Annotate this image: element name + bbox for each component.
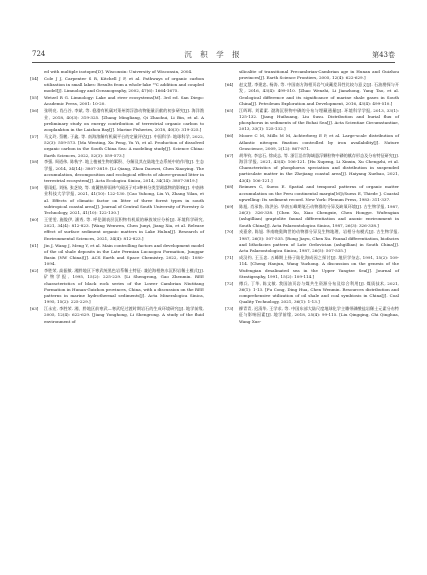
reference-text: 李强, 周道伟, 陈秋宇. 地上植被生物的累积、分解及其在陆地生态系统中的作用[J]. 生态学报, 2014, 34(14): 3807-3819. [Li Qiang, Zhou Daowei, Chen Xiaoying. The accumulation, decomposition and ecological effects of above-ground litter in terrestrial ecosystem[J]. Acta Ecologica Sinica, 2014, 34(14): 3807-3819.] [44,159,204,184]
reference-entry [30,185,204,216]
reference-text: 江晖晖, 刘素素. 渤海沉积物中磷的分布与埋藏通量[J]. 环境科学学报, 2013, 33(1): 125-132. [Jiang Huihuang, Liu Susu. Distribution and burial flux of phosphorus in sediments of the Bohai Sea[J]. Acta Scientiae Circumstantiae, 2013, 33(1): 125-132.] [239,107,399,132]
reference-entry [225,133,399,152]
reference-text: Jin J, Wang J, Meng Y, et al. Main controlling factors and development model of the oil shale deposits in the Late Permian Lucaogou Formation, Junggar Basin (NW China)[J]. ACS Earth and Space Chemistry, 2022, 6(4): 1080-1094. [44,242,204,267]
reference-text: Cole J J, Carpenter S R, Kitchell J F, et al. Pathways of organic carbon utilization in small lakes: Results from a whole-lake ¹³C addition and coupled model[J]. Limnology and Oceanography, 2002, 47(6): 1664-1675. [44,75,204,94]
reference-number: [67] [225,152,234,158]
reference-text: ed with multiple isotopes[D]. Wisconsin: University of Wisconsin, 2004. [44,69,193,74]
reference-text: 柳青青, 迟清华, 王学求, 等. 中国东部大陆尺度地球化学主雕带磷酸盐岩稀土元素分布特征与影响因素[J]. 地学前缘, 2018, 25(4): 99-115. [Liu Qingqing, Chi Qinghua, Wang Xue- [239,306,399,324]
reference-number: [73] [225,306,234,312]
reference-entry [30,217,204,242]
reference-entry [30,76,204,95]
reference-text: 傅兵, 丁华, 陈文敏. 我国油页岩与煤共生资源分布及综合利用[J]. 煤质技术, 2021, 36(1): 1-13. [Fu Cong, Ding Hua, Chen Wenmin. Resources distribution and comprehensive utilization of oil shale and coal symbiosis in China[J]. Coal Quality Technology, 2021, 36(1): 1-13.] [239,280,399,305]
reference-number: [65] [225,107,234,113]
reference-text: 胡华钧, 李忠石, 徐成志, 等. 浙江沿岸海域悬浮颗粒物中磷的赋存形态及分布特征研究[J]. 海洋学报, 2021, 43(4): 106-121. [Hu Xupeng, Li Xinxin, Xu Chengzhi, et al. Characteristics of phosphorus speciation and distribution in suspended particulate matter in the Zhejiang coastal area[J]. Haiyang Xuebao, 2021, 43(4): 106-121.] [239,152,399,183]
reference-entry [30,108,204,133]
reference-entry [30,306,204,325]
reference-entry [30,243,204,268]
reference-entry [225,108,399,133]
reference-entry [225,204,399,229]
reference-entry [30,69,204,75]
reference-text: 戎嘉余, 陈旭. 华南晚奥陶世的动物群分异及生物地理、岩相分布模式[J]. 古生物学报, 1987, 26(5): 507-535. [Rong Jiayu, Chen Xu. Faunal differentiation, biofacies and lithofacies pattern of Late Ordovician (ashgillian) in South China[J]. Acta Palaeontologica Sinica, 1987, 26(5): 507-535.] [239,229,399,254]
references-right-column [225,69,399,326]
reference-entry [30,134,204,159]
reference-text: Wetzel R G. Limnology: Lake and river ecosystems[M]. 3rd ed. San Diego: Academic Press, 2001: 10-20. [44,95,204,107]
reference-number: [70] [225,229,234,235]
reference-entry [225,82,399,107]
reference-text: Moore C M, Mills M M, Achterberg E P, et al. Large-scale distribution of Atlantic nitrogen fixation controlled by iron availability[J]. Nature Geoscience, 2009, 2(12): 867-871. [239,133,399,151]
reference-text: 赵文慧, 李建忠, 杨涛, 等. 中国南方海相页岩气成藏差异性比较与意义[J]. 石油勘探与开发, 2016, 43(4): 499-510. [Zhao Wenzhi, Li Jianzhong, Yang Tao, et al. Geological difference and its significance of marine shale gases in South China[J]. Petroleum Exploration and Development, 2016, 43(4): 499-510.] [239,82,399,106]
reference-text: 江永宏, 李胜荣. 湘、黔地区前寒武—寒武纪过渡时期岩石的生成环境研究[J]. 地学前缘, 2005, 12(4): 622-629. [Jiang Yonghong, Li Shengrong. A study of the fluid environment of [44,306,204,324]
reference-number: [57] [30,133,39,139]
reference-entry [225,69,399,82]
reference-number: [58] [30,159,39,165]
reference-text: 王雯雯, 施俊伊, 潘秀, 等. 呼伦湖表层沉积物有机质的释放效应分析[J]. 环境科学研究, 2021, 34(4): 812-823. [Wang Wenwen, Chen Junyi, Jiang Xia, et al. Release effect of surface sediment organic matters in Lake Hulun[J]. Research of Environmental Sciences, 2021, 34(4): 812-823.] [44,216,204,241]
reference-entry [225,184,399,203]
page-number: 724 [32,50,46,58]
reference-text: 成汉钧, 王玉忠. 五峰期上扬子陆化海成因之探讨[J]. 地层学杂志, 1991, 15(2): 109-114. [Cheng Hanjun, Wang Yuzhong. A discussion on the genesis of the Wufengian desalinated sea in the Upper Yangtze Sea[J]. Journal of Stratigraphy, 1991, 15(2): 109-114.] [239,255,399,279]
reference-number: [63] [30,306,39,312]
reference-entry [30,95,204,108]
reference-number: [55] [30,95,39,101]
reference-entry [225,229,399,254]
reference-number: [69] [225,203,234,209]
reference-text: 曹雨虹, 刘扬, 张芝姣, 等. 南麓热带雨林气候因子对3种林分类型凋落物的影响[J]. 中南林业科技大学学报, 2021, 41(10): 122-130. [Cao Yuhong, Liu Yi, Zhang Yilan, et al. Effects of climatic factor on litter of three forest types in south subtropical coastal area[J]. Journal of Central South University of Forestry & Technology, 2021, 41(10): 122-130.] [44,185,204,216]
reference-entry [225,255,399,280]
reference-text: 张明亮, 肖凸谷, 李斌, 等. 稳渤有机碳对莱州湾浮游动物能量贡献的初步研究[J]. 海洋渔业, 2018, 40(3): 319-325. [Zhang Mingliang, Qi Zhaohui, Li Bin, et al. A preliminary study on energy contribution of terrestrial organic carbon to zooplankton in the Laizhou Bay[J]. Marine Fisheries, 2018, 40(3): 319-325.] [44,108,204,133]
reference-number: [61] [30,242,39,248]
volume-label: 第43卷 [372,51,395,59]
reference-entry [225,306,399,325]
reference-text: 李胜荣, 高振敏. 湘黔地区下寒武统黑色岩系稀土特征: 兼论海相热水沉积岩稀土模式[J]. 矿物学报, 1995, 15(2): 225-229. [Li Shengrong, Gao Zhenmin. REE characteristics of black rock series of the Lower Cambrian Niutitang Formation in Hunan-Guizhou provinces, China, with a discussion on the REE patterns in marine hydrothermal sediments[J]. Acta Mineralogica Sinica, 1995, 15(2): 225-229.] [44,268,204,305]
reference-number: [54] [30,75,39,81]
reference-number: [66] [225,133,234,139]
references-left-column [30,69,204,326]
reference-number: [68] [225,184,234,190]
reference-number: [60] [30,216,39,222]
reference-number: [64] [225,82,234,88]
reference-entry [225,153,399,184]
running-header [32,48,395,63]
reference-number: [62] [30,268,39,274]
journal-title: 沉 积 学 报 [184,50,243,59]
reference-entry [30,268,204,306]
reference-number: [72] [225,280,234,286]
reference-text: Reimers C, Suess E. Spatial and temporal patterns of organic matter accumulation on the Peru continental margin[M]//Suess E, Thiede J. Coastal upwelling: Its sediment record. New York: Plenum Press, 1983: 311-337. [239,184,399,202]
reference-text: 陈旭, 肖承协, 陈洪冶. 华南五峰期笔石动物群的分异及缺氧环境[J]. 古生物学报, 1987, 26(3): 326-338. [Chen Xu, Xiao Chengxie, Chen Hongye. Wufengian (ashgillian) graptolite faunal differentiation and anoxic environment in South China[J]. Acta Palaeontologica Sinica, 1987, 26(3): 326-338.] [239,203,399,228]
reference-number: [71] [225,255,234,260]
reference-entry [30,159,204,184]
reference-number: [56] [30,108,39,114]
reference-text: 马文玲, 蔡鹏, 于鑫, 等. 南海溶解有机碳平台的定量评估[J]. 中国科学: 地球科学, 2022, 52(3): 559-573. [Ma Wenting, Xu Peng, Yu Yi, et al. Production of dissolved organic carbon in the South China Sea: A modeling study[J]. Science China: Earth Sciences, 2022, 52(3): 559-573.] [44,133,204,158]
reference-number: [59] [30,185,39,191]
reference-entry [225,281,399,306]
reference-text: silicalite of transitional Precambrian-Cambrian age in Hunan and Guizhou provinces[J]. Earth Science Frontiers, 2005, 12(4): 622-629.] [239,69,399,81]
